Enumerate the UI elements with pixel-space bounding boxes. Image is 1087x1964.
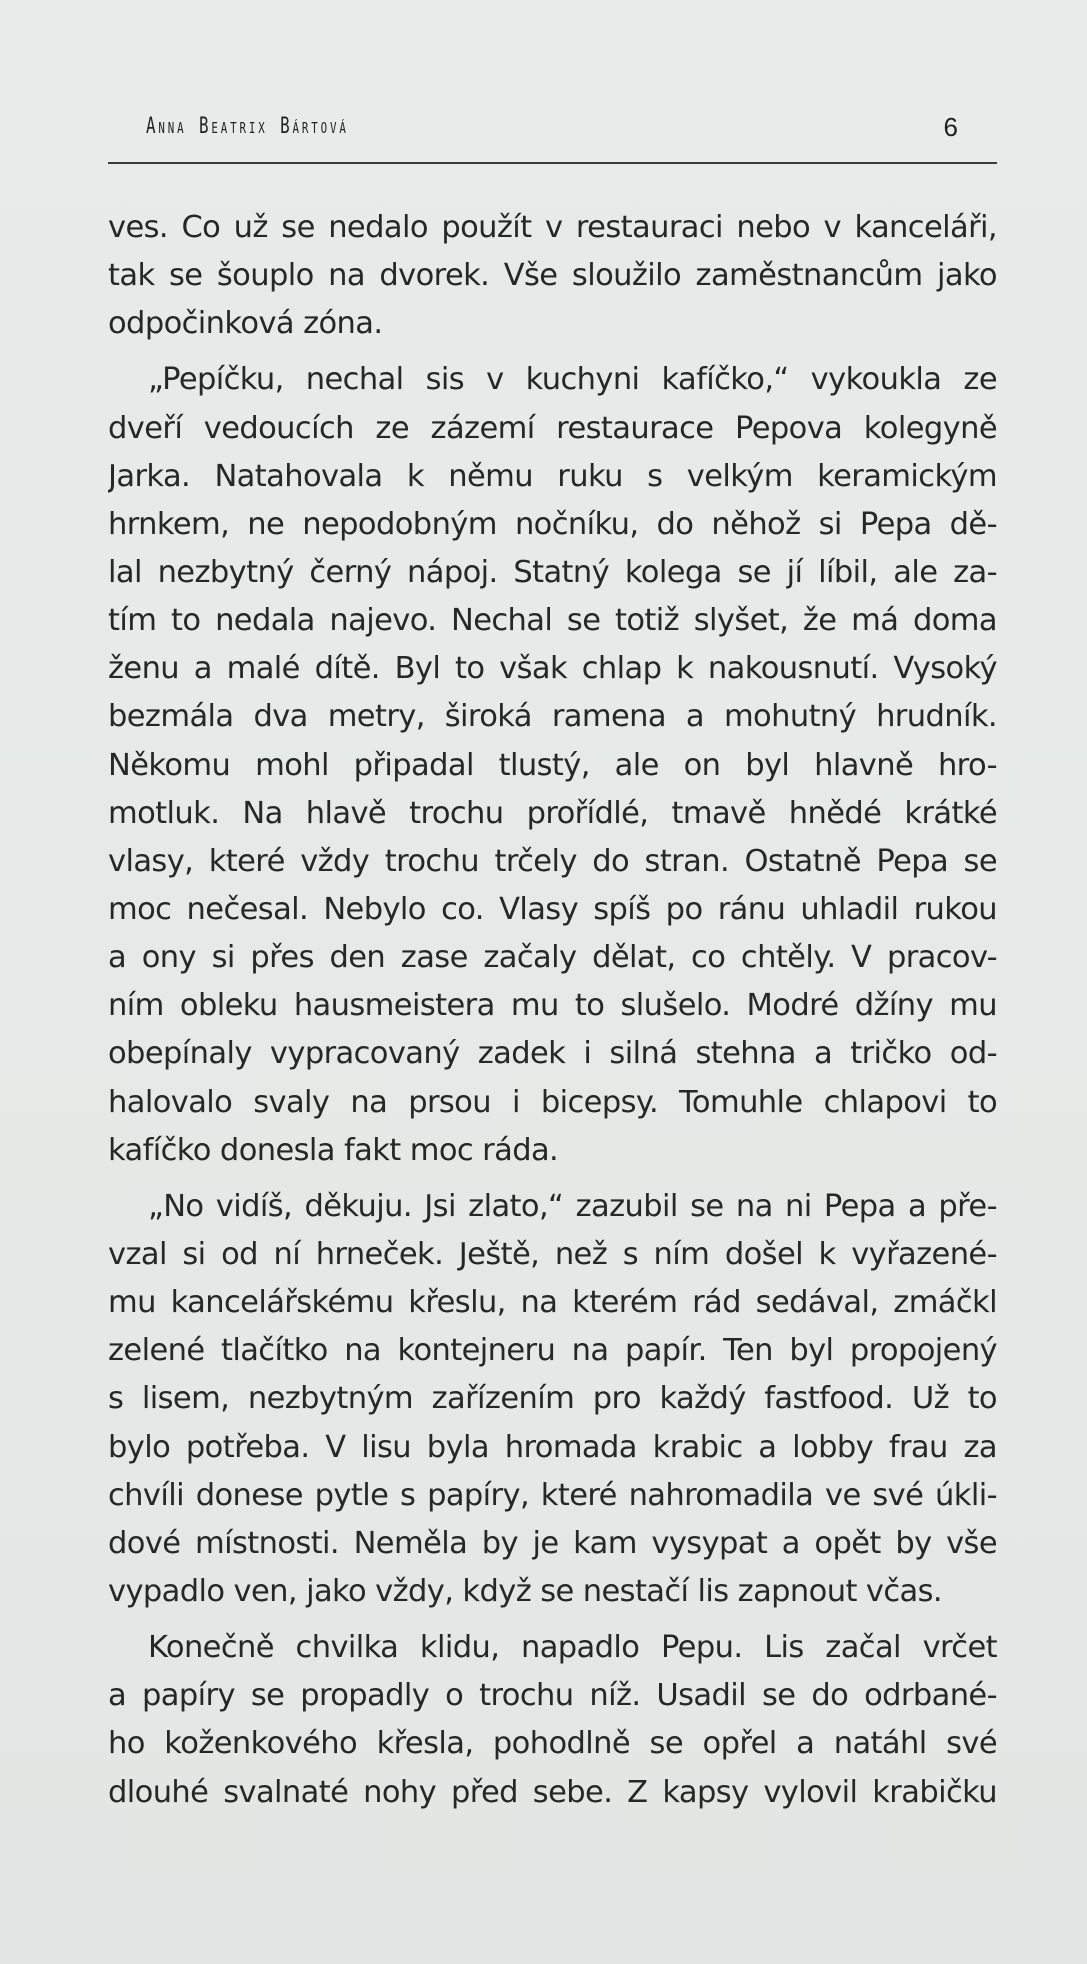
text-line: ženu a malé dítě. Byl to však chlap k nakousnutí. Vysoký (108, 651, 997, 687)
text-line: Někomu mohl připadal tlustý, ale on byl hlavně hro- (108, 747, 997, 783)
text-line: halovalo svaly na prsou i bicepsy. Tomuhle chlapovi to (108, 1084, 997, 1120)
text-line: a papíry se propadly o trochu níž. Usadil se do odrbané- (108, 1678, 997, 1714)
text-line: Konečně chvilka klidu, napadlo Pepu. Lis začal vrčet (148, 1630, 997, 1666)
text-line: kafíčko donesla fakt moc ráda. (108, 1132, 559, 1168)
text-line: vzal si od ní hrneček. Ještě, než s ním došel k vyřazené- (108, 1236, 997, 1272)
text-line: zelené tlačítko na kontejneru na papír. Ten byl propojený (108, 1333, 997, 1369)
text-line: vlasy, které vždy trochu trčely do stran. Ostatně Pepa se (108, 843, 997, 879)
text-line: dlouhé svalnaté nohy před sebe. Z kapsy vylovil krabičku (108, 1774, 997, 1810)
text-line: obepínaly vypracovaný zadek i silná stehna a tričko od- (108, 1036, 997, 1072)
text-line: dveří vedoucích ze zázemí restaurace Pepova kolegyně (108, 410, 997, 446)
header-rule (108, 162, 997, 164)
text-line: „No vidíš, děkuju. Jsi zlato,“ zazubil se na ni Pepa a pře- (148, 1188, 997, 1224)
text-line: a ony si přes den zase začaly dělat, co chtěly. V pracov- (108, 940, 997, 976)
text-line: vypadlo ven, jako vždy, když se nestačí lis zapnout včas. (108, 1573, 942, 1609)
text-line: bezmála dva metry, široká ramena a mohutný hrudník. (108, 699, 997, 735)
text-line: s lisem, nezbytným zařízením pro každý fastfood. Už to (108, 1381, 997, 1417)
text-line: tak se šouplo na dvorek. Vše sloužilo zaměstnancům jako (108, 258, 997, 294)
text-line: „Pepíčku, nechal sis v kuchyni kafíčko,“ vykoukla ze (148, 362, 997, 398)
text-line: tím to nedala najevo. Nechal se totiž slyšet, že má doma (108, 603, 997, 639)
text-line: motluk. Na hlavě trochu prořídlé, tmavě hnědé krátké (108, 795, 997, 831)
text-line: hrnkem, ne nepodobným nočníku, do něhož si Pepa dě- (108, 506, 997, 542)
text-line: odpočinková zóna. (108, 306, 383, 342)
text-line: dové místnosti. Neměla by je kam vysypat a opět by vše (108, 1525, 997, 1561)
text-line: lal nezbytný černý nápoj. Statný kolega se jí líbil, ale za- (108, 554, 997, 590)
author-name: Anna Beatrix Bártová (146, 114, 349, 139)
page-number: 6 (943, 112, 958, 142)
running-head (146, 108, 958, 148)
text-line: ves. Co už se nedalo použít v restauraci nebo v kanceláři, (108, 210, 997, 245)
text-line: ho koženkového křesla, pohodlně se opřel a natáhl své (108, 1726, 997, 1762)
body-text (108, 204, 997, 1817)
text-line: bylo potřeba. V lisu byla hromada krabic a lobby frau za (108, 1429, 997, 1465)
text-line: mu kancelářskému křeslu, na kterém rád sedával, zmáčkl (108, 1285, 997, 1321)
text-line: ním obleku hausmeistera mu to slušelo. Modré džíny mu (108, 988, 997, 1024)
text-line: moc nečesal. Nebylo co. Vlasy spíš po ránu uhladil rukou (108, 891, 997, 927)
text-line: chvíli donese pytle s papíry, které nahromadila ve své úkli- (108, 1477, 997, 1513)
text-line: Jarka. Natahovala k němu ruku s velkým keramickým (108, 458, 997, 494)
